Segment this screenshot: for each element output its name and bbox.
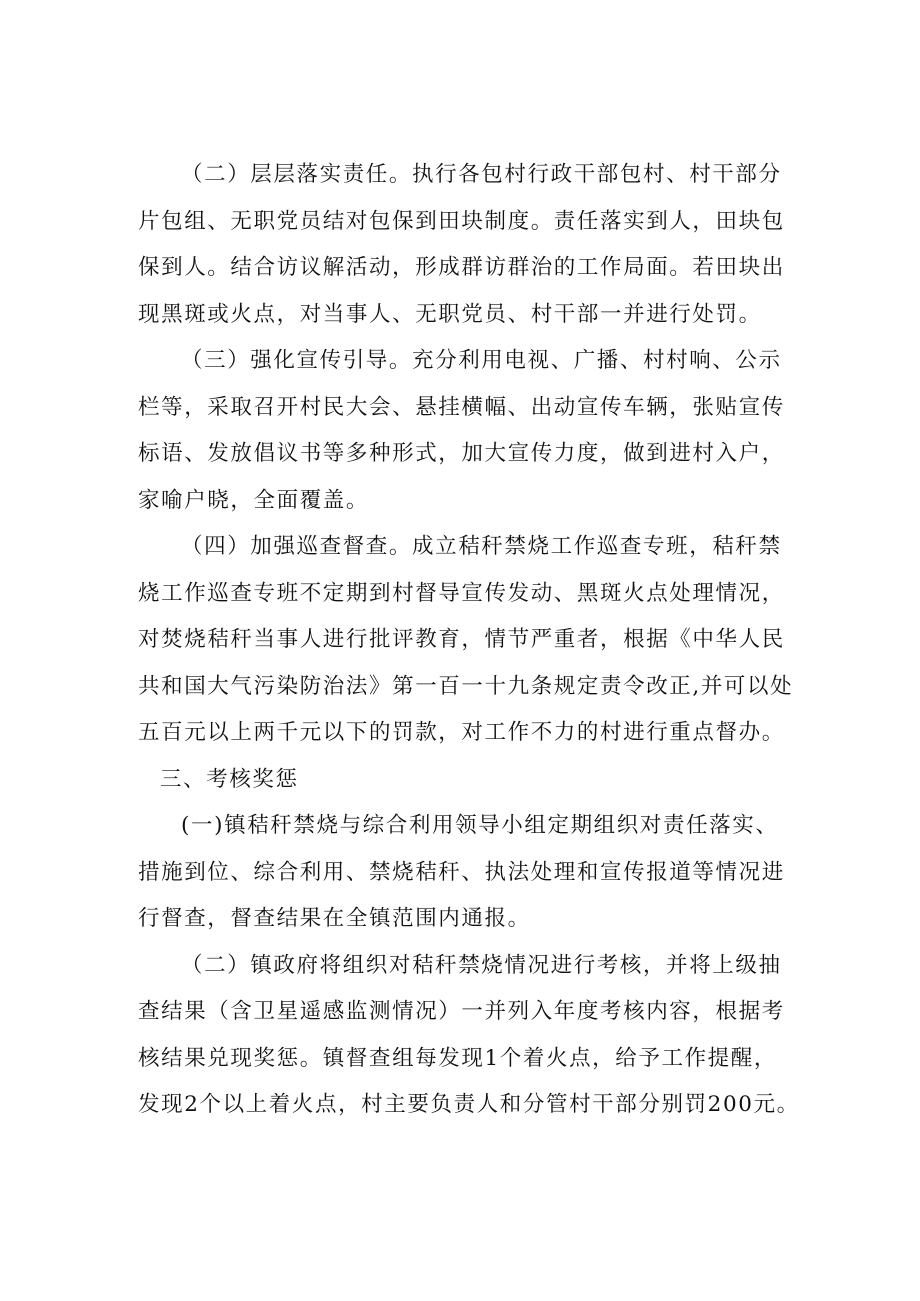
paragraph-responsibility xyxy=(138,152,788,338)
text-line: 五百元以上两千元以下的罚款，对工作不力的村进行重点督办。 xyxy=(138,720,785,745)
text-line: 片包组、无职党员结对包保到田块制度。责任落实到人，田块包 xyxy=(138,208,785,234)
text-line: （二）镇政府将组织对秸秆禁烧情况进行考核，并将上级抽 xyxy=(181,952,782,978)
text-line: 共和国大气污染防治法》第一百一十九条规定责令改正,并可以处 xyxy=(138,673,794,699)
text-line: 保到人。结合访议解活动，形成群访群治的工作局面。若田块出 xyxy=(138,255,785,280)
paragraph-inspection xyxy=(138,524,794,757)
paragraph-assessment xyxy=(138,943,800,1129)
paragraph-supervision xyxy=(138,803,788,943)
text-line: 行督查，督查结果在全镇范围内通报。 xyxy=(138,906,531,931)
document-body xyxy=(138,152,800,1129)
paragraph-publicity xyxy=(138,338,788,524)
text-line: （二）层层落实责任。执行各包村行政干部包村、村干部分 xyxy=(181,162,782,187)
section-heading: 三、考核奖惩 xyxy=(160,766,299,792)
text-line: 标语、发放倡议书等多种形式，加大宣传力度，做到进村入户， xyxy=(138,441,785,466)
text-line: (一)镇秸秆禁烧与综合利用领导小组定期组织对责任落实、 xyxy=(181,813,779,838)
text-line: （四）加强巡查督查。成立秸秆禁烧工作巡查专班，秸秆禁 xyxy=(181,534,782,559)
text-line: 核结果兑现奖惩。镇督查组每发现1个着火点，给予工作提醒， xyxy=(138,1045,777,1071)
text-line: 家喻户晓，全面覆盖。 xyxy=(138,487,370,513)
text-line: 烧工作巡查专班不定期到村督导宣传发动、黑斑火点处理情况， xyxy=(138,580,785,606)
text-line: 查结果（含卫星遥感监测情况）一并列入年度考核内容，根据考 xyxy=(138,999,785,1024)
text-line: 栏等，采取召开村民大会、悬挂横幅、出动宣传车辆，张贴宣传 xyxy=(138,394,785,420)
text-line: （三）强化宣传引导。充分利用电视、广播、村村响、公示 xyxy=(181,348,782,373)
text-line: 对焚烧秸秆当事人进行批评教育，情节严重者，根据《中华人民 xyxy=(138,627,785,652)
text-line: 发现2个以上着火点，村主要负责人和分管村干部分别罚200元。 xyxy=(138,1092,800,1117)
text-line: 现黑斑或火点，对当事人、无职党员、村干部一并进行处罚。 xyxy=(138,301,762,327)
text-line: 措施到位、综合利用、禁烧秸秆、执法处理和宣传报道等情况进 xyxy=(138,859,785,885)
